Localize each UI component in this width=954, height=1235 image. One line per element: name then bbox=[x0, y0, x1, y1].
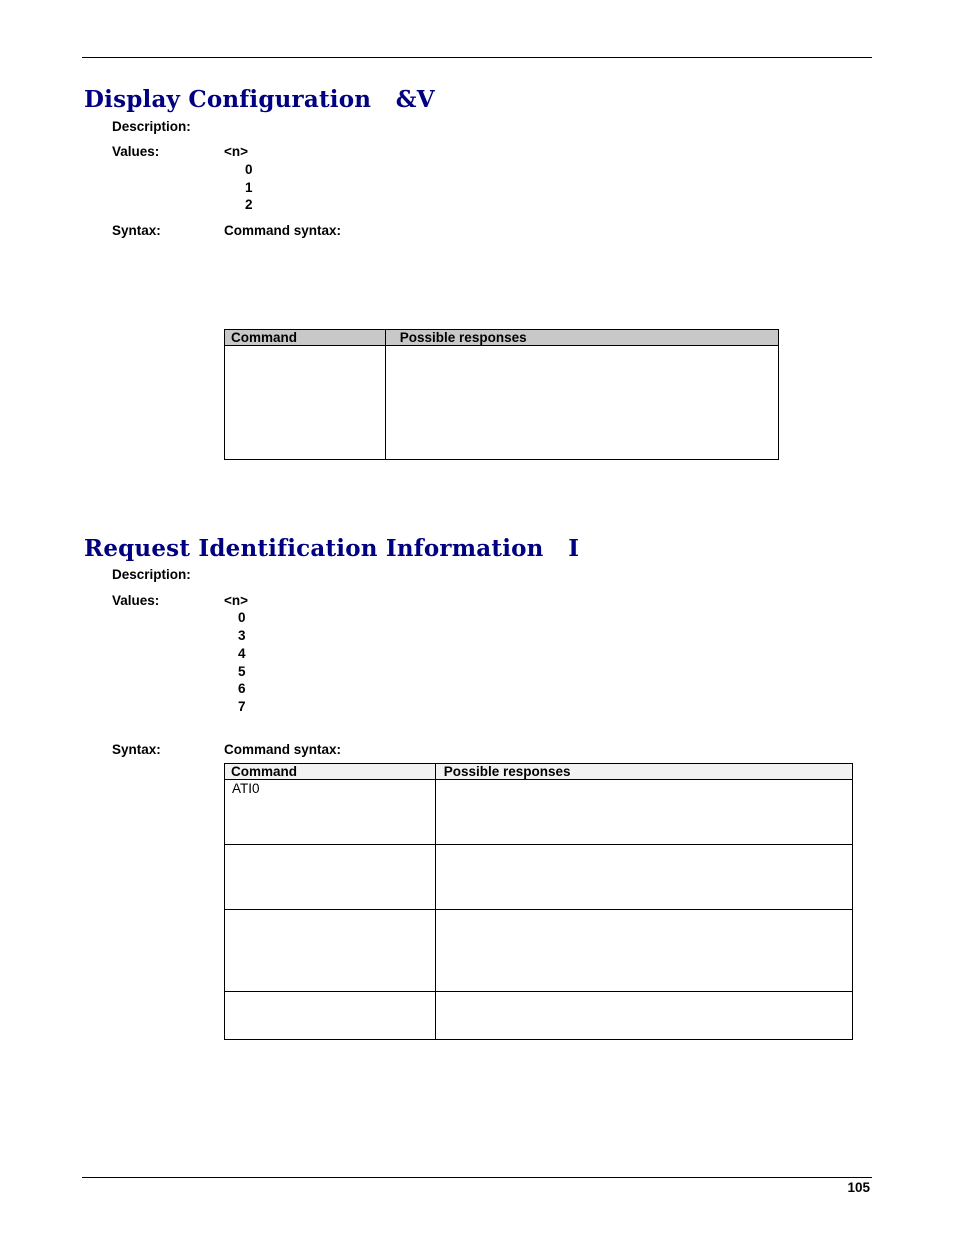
command-table bbox=[224, 763, 853, 1040]
table-header-row bbox=[225, 330, 779, 346]
table-cell bbox=[435, 992, 852, 1040]
syntax-label: Syntax: bbox=[112, 742, 161, 757]
page-number: 105 bbox=[847, 1180, 870, 1195]
command-syntax-label: Command syntax: bbox=[224, 223, 342, 238]
table-row bbox=[225, 992, 853, 1040]
command-syntax-label: Command syntax: bbox=[224, 742, 342, 757]
table-row bbox=[225, 910, 853, 992]
section-title-display-configuration: Display Configuration &V bbox=[84, 86, 435, 113]
value-item: 7 bbox=[238, 699, 246, 714]
table-cell: ATI0 bbox=[225, 780, 436, 845]
value-item: 4 bbox=[238, 646, 246, 661]
column-header: Possible responses bbox=[435, 764, 852, 780]
table-cell bbox=[225, 845, 436, 910]
description-label: Description: bbox=[112, 567, 191, 582]
column-header: Command bbox=[225, 764, 436, 780]
values-label: Values: bbox=[112, 593, 160, 608]
table-cell bbox=[435, 780, 852, 845]
values-label: Values: bbox=[112, 144, 160, 159]
value-item: 1 bbox=[245, 180, 253, 195]
table-cell bbox=[225, 910, 436, 992]
table-row bbox=[225, 780, 853, 845]
section-title-request-identification: Request Identification Information I bbox=[84, 535, 580, 562]
table-cell bbox=[435, 910, 852, 992]
value-item: 5 bbox=[238, 664, 246, 679]
value-item: 6 bbox=[238, 681, 246, 696]
value-item: 3 bbox=[238, 628, 246, 643]
syntax-label: Syntax: bbox=[112, 223, 161, 238]
column-header: Possible responses bbox=[385, 330, 778, 346]
value-item: 0 bbox=[238, 610, 246, 625]
value-item: 2 bbox=[245, 197, 253, 212]
table-cell bbox=[225, 346, 386, 460]
param-n: <n> bbox=[224, 144, 249, 159]
command-table bbox=[224, 329, 779, 460]
description-label: Description: bbox=[112, 119, 191, 134]
table-row bbox=[225, 845, 853, 910]
column-header: Command bbox=[225, 330, 386, 346]
footer-rule bbox=[82, 1177, 872, 1178]
header-rule bbox=[82, 57, 872, 58]
param-n: <n> bbox=[224, 593, 249, 608]
table-cell bbox=[385, 346, 778, 460]
table-header-row bbox=[225, 764, 853, 780]
table-row bbox=[225, 346, 779, 460]
table-cell bbox=[435, 845, 852, 910]
value-item: 0 bbox=[245, 162, 253, 177]
table-cell bbox=[225, 992, 436, 1040]
